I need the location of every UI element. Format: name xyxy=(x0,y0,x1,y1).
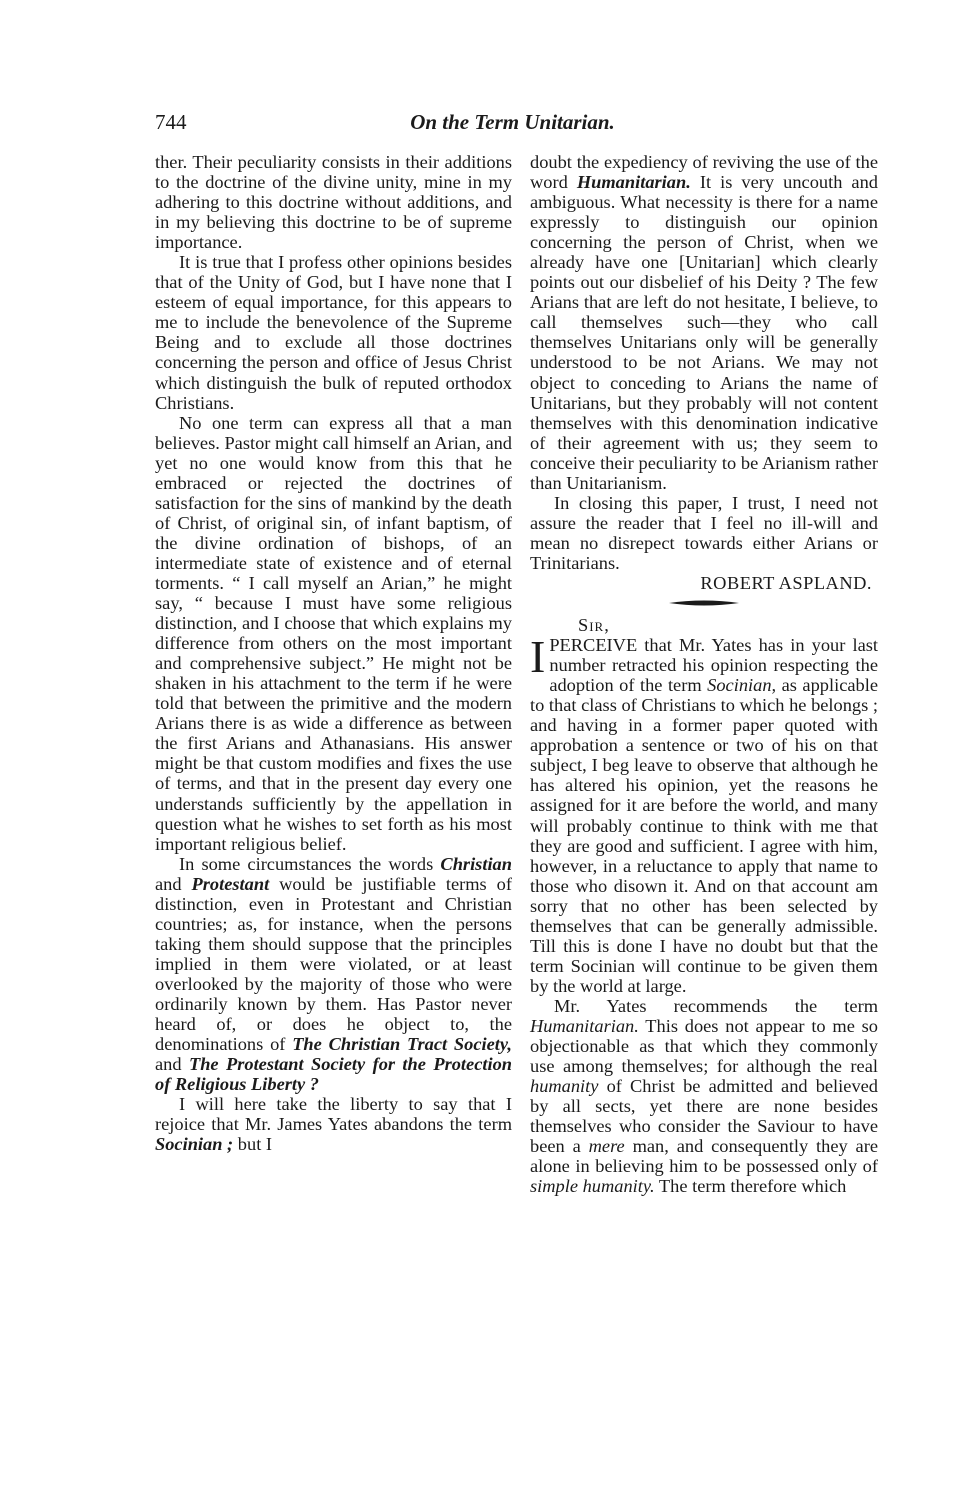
text-run: doubt the expediency of reviving the use of the word xyxy=(530,152,878,193)
emphasis-protestant-society: The Protestant Society for the Protection of Religious Liberty ? xyxy=(155,1054,512,1095)
left-paragraph-5 xyxy=(155,1094,512,1154)
text-run: would be justifiable terms of distinction, even in Protestant and Christian countries; as, for instance, when the persons taking them should suppose that the principles implied in them were violated, or at least overlooked by the majority of those who were ordinarily known by them. Has Pastor never heard of, or does he object to, the denominations of xyxy=(155,873,512,1055)
right-paragraph-2: In closing this paper, I trust, I need not assure the reader that I feel no ill-will and mean no disrepect towards either Arians or Trinitarians. xyxy=(530,492,878,573)
page-header xyxy=(155,110,870,142)
emphasis-tract-society: The Christian Tract Society, xyxy=(292,1034,512,1055)
text-run: man, and consequently they are alone in believing him to be possessed only of xyxy=(530,1136,878,1177)
text-run: of Christ be admitted and believed by all sects, yet there are none besides themselves who consider the Saviour to have been a xyxy=(530,1076,878,1157)
salutation: Sir, xyxy=(578,615,610,636)
emphasis-socinian: Socinian ; xyxy=(155,1134,234,1155)
emphasis-christian: Christian xyxy=(440,853,512,874)
emphasis-humanity: humanity xyxy=(530,1076,599,1097)
author-signature: ROBERT ASPLAND. xyxy=(700,572,872,593)
text-run: I will here take the liberty to say that I rejoice that Mr. James Yates abandons the term xyxy=(155,1094,512,1135)
left-column xyxy=(155,152,512,1154)
left-paragraph-2: It is true that I profess other opinions besides that of the Unity of God, but I have none that I esteem of equal importance, for this appears to me to include the benevolence of the Supreme Being and to exclude all those doctrines concerning the person and office of Jesus Christ which distinguish the bulk of reputed orthodox Christians. xyxy=(155,252,512,413)
text-run: PERCEIVE that Mr. Yates has in your last number retracted his opinion respecting the adoption of the term xyxy=(549,635,878,696)
text-run: and xyxy=(155,1054,182,1075)
right-column xyxy=(530,152,878,1196)
text-run: but I xyxy=(237,1134,273,1155)
emphasis-humanitarian: Humanitarian. xyxy=(576,172,691,193)
text-run: Mr. Yates recommends the term xyxy=(554,995,878,1016)
left-paragraph-3: No one term can express all that a man believes. Pastor might call himself an Arian, and yet no one would know from this that he embraced or rejected the doctrines of satisfaction for the sins of mankind by the death of Christ, of original sin, of infant baptism, of the divine ordination of bishops, of an intermediate state of existence and of eternal torments. “ I call myself an Arian,” he might say, “ because I must have some religious distinction, and I choose that which explains my difference from others on the most important and comprehensive subject.” He might not be shaken in his attachment to the term if he were told that between the primitive and the modern Arians there is as wide a difference as between the first Arians and Athanasians. His answer might be that custom modifies and fixes the use of terms, and that in the present day every one understands sufficiently by the appellation in question what he wishes to set forth as his most important religious belief. xyxy=(155,412,513,854)
left-paragraph-1: ther. Their peculiarity consists in their additions to the doctrine of the divine unity, mine in my adhering to this doctrine without additions, and in my believing this doctrine to be of supreme importance. xyxy=(155,152,512,253)
text-run: as applicable to that class of Christians to which he belongs ; and having in a former paper quoted with approbation a sentence or two of his on that subject, I beg leave to observe that although he has altered his opinion, yet the reasons he assigned for it are before the world, and many will probably continue to think with me that they are good and sufficient. I agree with him, however, in a reluctance to apply that name to those who disown it. And on that account am sorry that no other has been selected by themselves that can be generally admissible. Till this is done I have no doubt but that the term Socinian will continue to be given them by the world at large. xyxy=(530,675,879,996)
right-paragraph-3 xyxy=(530,631,879,996)
drop-cap: I xyxy=(530,631,546,683)
text-run: In some circumstances the words xyxy=(179,853,434,874)
emphasis-protestant: Protestant xyxy=(191,873,270,894)
text-run: It is very uncouth and ambiguous. What necessity is there for a name expressly to distinguish our opinion concerning the person of Christ, when we already have one [Unitarian] which clearly points out our disbelief of his Deity ? The few Arians that are left do not hesitate, I believe, to call themselves such—they who call themselves Unitarians only will be generally understood to be not Arians. We may not object to conceding to Arians the name of Unitarians, but they probably will not content themselves with this denomination indicative of their agreement with us; they seem to conceive their peculiarity to be Arianism rather than Unitarianism. xyxy=(530,172,878,493)
text-run: The term therefore which xyxy=(658,1176,847,1197)
right-paragraph-4 xyxy=(530,996,878,1196)
text-run: and xyxy=(155,873,182,894)
page-number: 744 xyxy=(155,110,187,134)
emphasis-socinian: Socinian, xyxy=(707,675,777,696)
text-run: This does not appear to me so objectionable as that which they commonly use among themselves; for although the real xyxy=(530,1015,878,1077)
left-paragraph-4 xyxy=(155,854,512,1095)
emphasis-simple-humanity: simple humanity. xyxy=(530,1176,655,1197)
right-paragraph-1 xyxy=(530,152,878,493)
emphasis-mere: mere xyxy=(588,1136,625,1157)
running-title: On the Term Unitarian. xyxy=(410,110,615,134)
section-divider-ornament xyxy=(669,599,739,607)
emphasis-humanitarian: Humanitarian. xyxy=(530,1015,639,1036)
